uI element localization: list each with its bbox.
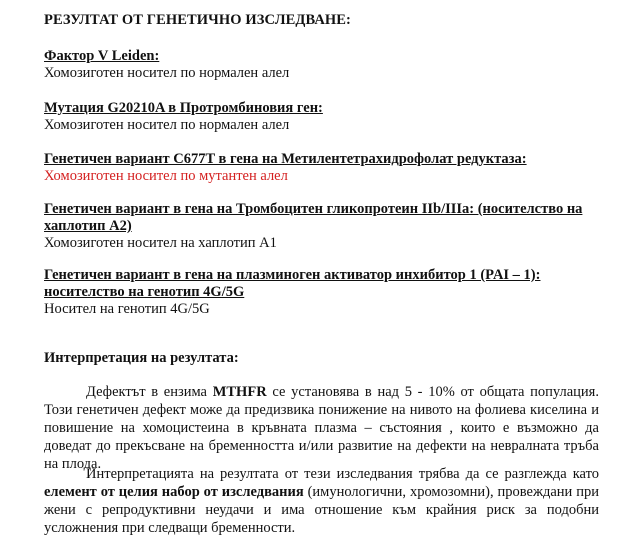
p2-post: (имунологични, хромозомни), провеждани при жени с репродуктивни неудачи и има отношение към крайния риск за подобни усложнения при следващи бременности. [44,484,599,536]
p1-post: се установява в над 5 - 10% от общата популация. Този генетичен дефект може да предизвика понижение на нивото на фолиева киселина и повишение на хомоцистеина в кръвната плазма – състояния , които е възможно да доведат до прекъсване на бременността и/или развитие на дефекти на невралната тръба на плода. [44,384,599,472]
p1-pre: Дефектът в ензима [86,384,213,400]
interpretation-paragraph-2 [44,465,599,537]
p1-bold: MTHFR [212,384,267,400]
interpretation-title: Интерпретация на резултата: [44,350,239,366]
result-value: Хомозиготен носител по нормален алел [44,65,290,81]
result-value: Хомозиготен носител по нормален алел [44,117,290,133]
result-mthfr [44,151,604,185]
result-pai-1 [44,267,604,318]
result-value-mutant: Хомозиготен носител по мутантен алел [44,168,288,184]
interpretation-paragraph-1 [44,383,599,473]
result-prothrombin [44,100,604,134]
p2-pre: Интерпретацията на резултата от тези изследвания трябва да се разглежда като [86,466,599,482]
result-heading: Генетичен вариант в гена на плазминоген активатор инхибитор 1 (PAI – 1): носителство на генотип 4G/5G [44,267,541,300]
result-value: Носител на генотип 4G/5G [44,301,210,317]
result-heading: Генетичен вариант в гена на Тромбоцитен гликопротеин IIb/IIIa: (носителство на хаплотип А2) [44,201,583,234]
result-heading: Мутация G20210A в Протромбиновия ген: [44,100,323,116]
result-heading: Генетичен вариант C677T в гена на Метилентетрахидрофолат редуктаза: [44,151,527,167]
result-value: Хомозиготен носител на хаплотип А1 [44,235,277,251]
p2-bold: елемент от целия набор от изследвания [44,484,304,500]
result-heading: Фактор V Leiden: [44,48,160,64]
result-gp-iib-iiia [44,201,604,252]
report-title: РЕЗУЛТАТ ОТ ГЕНЕТИЧНО ИЗСЛЕДВАНЕ: [44,12,351,28]
result-factor-v-leiden [44,48,604,82]
